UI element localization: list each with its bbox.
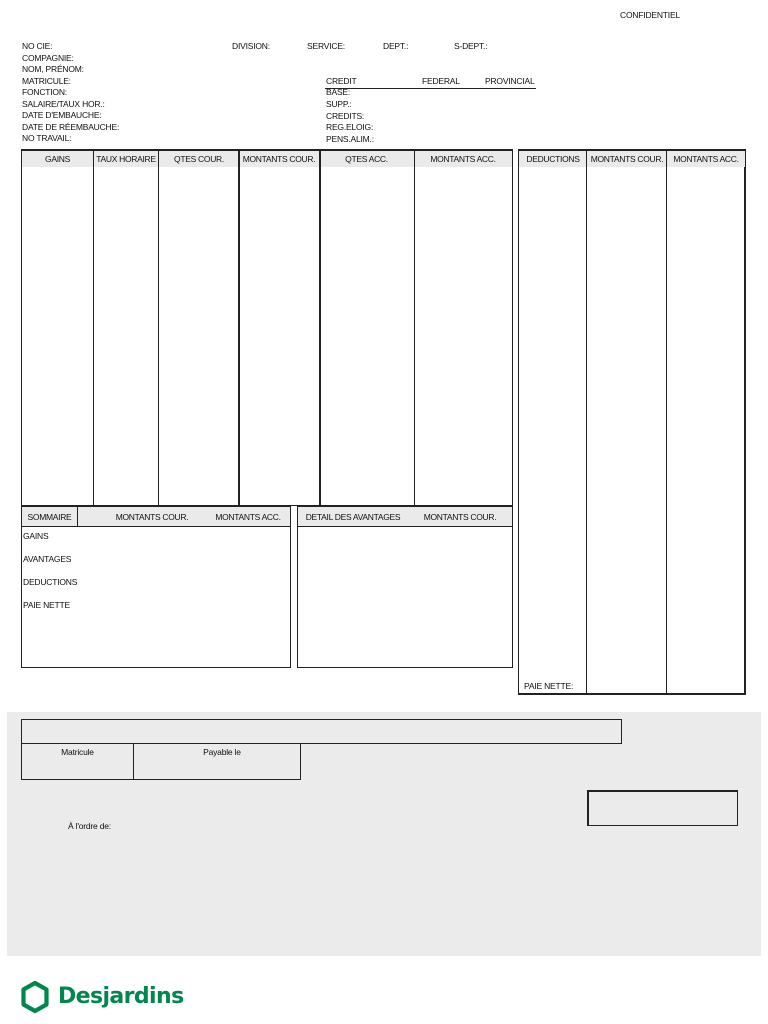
confidential-label: CONFIDENTIEL	[620, 10, 680, 20]
col-gains: GAINS	[45, 154, 70, 164]
label-reg-eloig: REG.ELOIG:	[326, 122, 374, 132]
label-supp: SUPP.:	[326, 99, 352, 109]
col-taux-horaire: TAUX HORAIRE	[96, 154, 156, 164]
gains-divider	[414, 151, 415, 506]
label-fonction: FONCTION:	[22, 87, 67, 97]
benefits-table	[297, 506, 513, 668]
col-qtes-cour: QTES COUR.	[174, 154, 224, 164]
label-service: SERVICE:	[307, 41, 345, 51]
label-dept: DEPT.:	[383, 41, 409, 51]
summary-row-paie-nette: PAIE NETTE	[23, 600, 70, 610]
label-salaire: SALAIRE/TAUX HOR.:	[22, 98, 105, 109]
label-credit: CREDIT	[326, 76, 357, 86]
summary-row-avantages: AVANTAGES	[23, 554, 72, 564]
col-sum-montants-cour: MONTANTS COUR.	[115, 512, 189, 522]
gains-divider	[238, 151, 240, 506]
col-qtes-acc: QTES ACC.	[345, 154, 388, 164]
label-nom-prenom: NOM, PRÉNOM:	[22, 64, 84, 74]
gains-divider	[319, 151, 321, 506]
desjardins-wordmark: Desjardins	[58, 984, 184, 1009]
deductions-table	[518, 149, 746, 695]
gains-table	[21, 149, 513, 506]
col-detail-avantages: DETAIL DES AVANTAGES	[305, 512, 401, 522]
col-ben-montants-cour: MONTANTS COUR.	[423, 512, 497, 522]
col-montants-cour: MONTANTS COUR.	[242, 154, 316, 164]
summary-header-divider	[77, 507, 78, 527]
cheque-matricule-field	[21, 744, 134, 780]
cheque-matricule-label: Matricule	[61, 747, 94, 757]
gains-divider	[158, 151, 159, 506]
col-ded-montants-cour: MONTANTS COUR.	[590, 154, 664, 164]
cheque-amount-words-field	[21, 719, 622, 744]
deductions-net-pay-label: PAIE NETTE:	[524, 681, 574, 691]
label-federal: FEDERAL	[422, 76, 460, 86]
label-credits: CREDITS:	[326, 111, 365, 121]
summary-row-gains: GAINS	[23, 531, 49, 541]
col-sommaire: SOMMAIRE	[27, 512, 72, 522]
col-montants-acc: MONTANTS ACC.	[430, 154, 496, 164]
label-no-travail: NO TRAVAIL:	[22, 133, 72, 143]
label-base: BASE:	[326, 87, 351, 97]
desjardins-hexagon-icon	[20, 980, 50, 1014]
gains-divider	[93, 151, 94, 506]
tax-header-underline	[325, 88, 536, 89]
label-date-embauche: DATE D'EMBAUCHE:	[22, 110, 102, 120]
col-sum-montants-acc: MONTANTS ACC.	[215, 512, 281, 522]
deductions-divider	[666, 151, 667, 694]
col-ded-montants-acc: MONTANTS ACC.	[673, 154, 739, 164]
label-no-cie: NO CIE:	[22, 41, 53, 51]
summary-table	[21, 506, 291, 668]
cheque-order-label: À l'ordre de:	[68, 821, 111, 831]
summary-row-deductions: DEDUCTIONS	[23, 577, 78, 587]
deductions-divider	[586, 151, 587, 694]
label-pens-alim: PENS.ALIM.:	[326, 134, 374, 144]
col-deductions: DEDUCTIONS	[526, 154, 580, 164]
cheque-payable-label: Payable le	[203, 747, 241, 757]
label-sdept: S-DEPT.:	[454, 41, 488, 51]
cheque-amount-box	[587, 790, 738, 826]
label-provincial: PROVINCIAL	[485, 76, 535, 86]
label-date-reembauche: DATE DE RÉEMBAUCHE:	[22, 121, 120, 132]
label-division: DIVISION:	[232, 41, 270, 51]
cheque-section	[7, 712, 761, 956]
label-compagnie: COMPAGNIE:	[22, 52, 74, 63]
label-matricule: MATRICULE:	[22, 75, 71, 86]
cheque-payable-field	[133, 744, 301, 780]
